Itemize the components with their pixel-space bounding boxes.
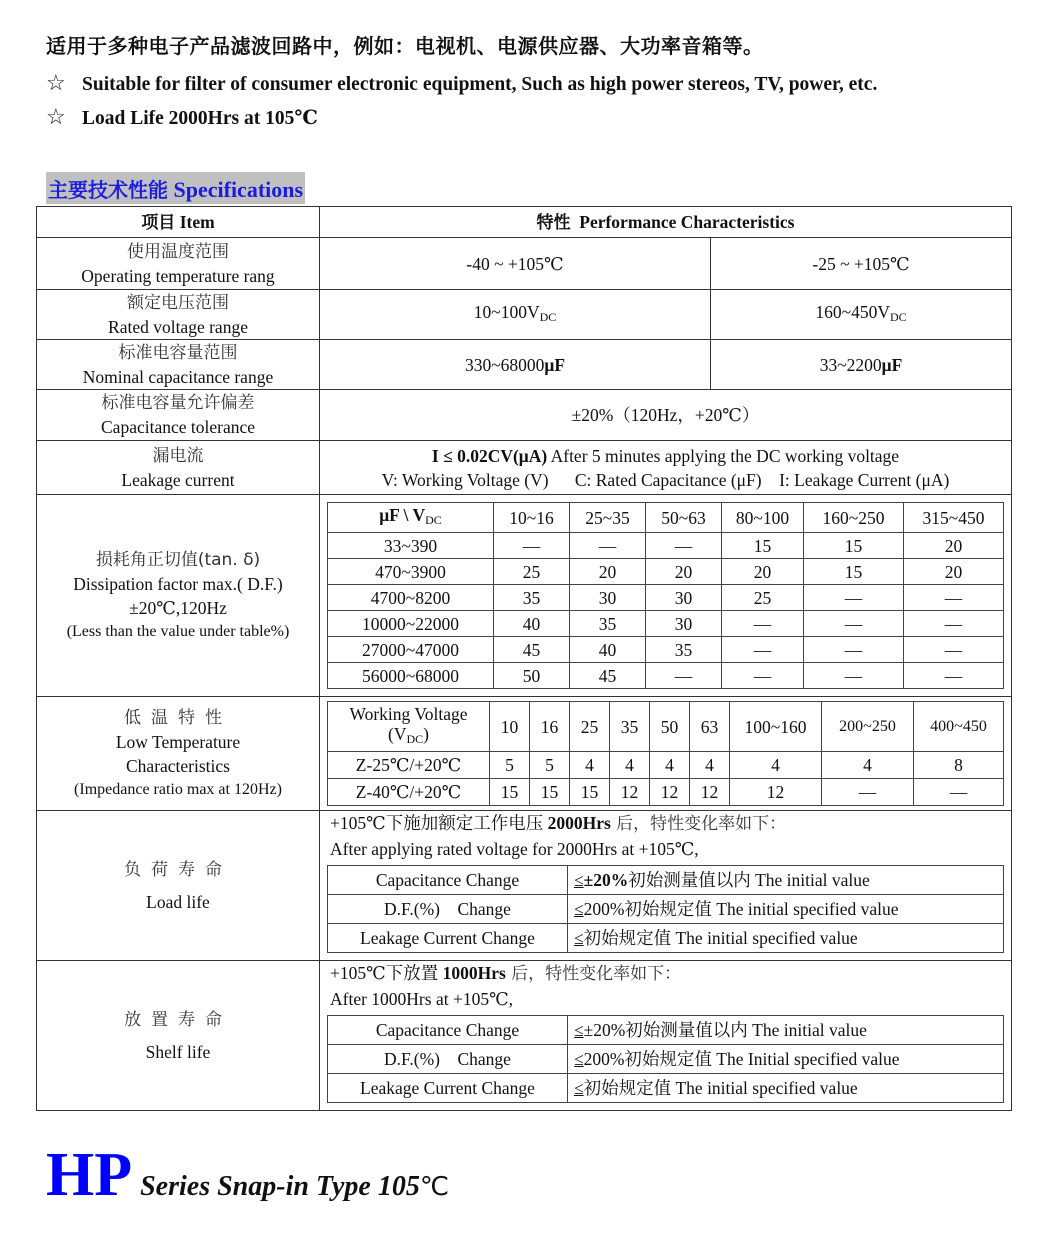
lt-value: 4 — [690, 752, 730, 779]
change-item: Leakage Current Change — [328, 1074, 568, 1103]
value-cell: I ≤ 0.02CV(μA) After 5 minutes applying the DC working voltage V: Working Voltage (V) C: Rated Capacitance (μF) I: Leakage Current (μA) — [320, 441, 1012, 495]
lt-value: 4 — [730, 752, 822, 779]
lt-column-header: 10 — [490, 702, 530, 752]
df-value: — — [570, 533, 646, 559]
row-label: 损耗角正切值(tan. δ) Dissipation factor max.( D.F.) ±20℃,120Hz (Less than the value under table%) — [37, 495, 320, 697]
df-value: 50 — [494, 663, 570, 689]
row-label: 低温特性 Low Temperature Characteristics (Impedance ratio max at 120Hz) — [37, 697, 320, 811]
lt-column-header: 100~160 — [730, 702, 822, 752]
star-outline-icon: ☆ — [46, 104, 66, 129]
change-row — [328, 924, 1004, 953]
row-capacitance-range — [37, 340, 1012, 390]
change-item: Capacitance Change — [328, 866, 568, 895]
intro-cn-line: 适用于多种电子产品滤波回路中，例如：电视机、电源供应器、大功率音箱等。 — [46, 34, 764, 58]
lt-column-header: 25 — [570, 702, 610, 752]
lt-value: 4 — [570, 752, 610, 779]
series-subtitle: Series Snap-in Type 105℃ — [140, 1171, 450, 1202]
value-cell: ±20%（120Hz，+20℃） — [320, 390, 1012, 441]
lt-header-row — [328, 702, 1004, 752]
df-value: 35 — [646, 637, 722, 663]
row-label: 标准电容量允许偏差 Capacitance tolerance — [37, 390, 320, 441]
df-corner-cell: μF \ $V_{DC}$ — [328, 503, 494, 533]
lt-cell — [320, 697, 1012, 811]
df-value: 30 — [646, 585, 722, 611]
lt-value: 8 — [914, 752, 1004, 779]
df-capacitance-range: 56000~68000 — [328, 663, 494, 689]
star-outline-icon: ☆ — [46, 70, 66, 95]
df-column-header: 80~100 — [722, 503, 804, 533]
lt-row — [328, 779, 1004, 806]
df-value: — — [904, 663, 1004, 689]
df-row — [328, 559, 1004, 585]
lt-column-header: 16 — [530, 702, 570, 752]
row-label: 负荷寿命 Load life — [37, 811, 320, 961]
series-name: HP — [46, 1141, 133, 1209]
lt-value: — — [914, 779, 1004, 806]
df-column-header: 25~35 — [570, 503, 646, 533]
df-value: 20 — [722, 559, 804, 585]
df-value: — — [722, 637, 804, 663]
lt-value: 5 — [490, 752, 530, 779]
df-column-header: 10~16 — [494, 503, 570, 533]
df-row — [328, 585, 1004, 611]
change-row — [328, 1074, 1004, 1103]
lt-value: — — [822, 779, 914, 806]
row-leakage-current — [37, 441, 1012, 495]
header-row — [37, 207, 1012, 238]
row-operating-temperature — [37, 238, 1012, 290]
value-cell: -25 ~ +105℃ — [711, 238, 1012, 290]
lt-column-header: 35 — [610, 702, 650, 752]
change-item: Capacitance Change — [328, 1016, 568, 1045]
lt-column-header: 63 — [690, 702, 730, 752]
df-value: 15 — [804, 533, 904, 559]
df-value: 15 — [722, 533, 804, 559]
change-row — [328, 895, 1004, 924]
df-value: — — [904, 611, 1004, 637]
df-value: — — [646, 533, 722, 559]
df-value: 25 — [494, 559, 570, 585]
row-low-temperature — [37, 697, 1012, 811]
change-criterion: ≤初始规定值 The initial specified value — [568, 1074, 1004, 1103]
df-capacitance-range: 470~3900 — [328, 559, 494, 585]
df-row — [328, 663, 1004, 689]
change-criterion: ≤±20%初始测量值以内 The initial value — [568, 1016, 1004, 1045]
lt-value: 4 — [822, 752, 914, 779]
shelf-life-table — [327, 1015, 1004, 1103]
section-title-cn: 主要技术性能 — [48, 178, 168, 202]
row-label: 额定电压范围 Rated voltage range — [37, 290, 320, 340]
lt-value: 5 — [530, 752, 570, 779]
df-column-header: 50~63 — [646, 503, 722, 533]
bullet-text: Suitable for filter of consumer electronic equipment, Such as high power stereos, TV, power, etc. — [82, 74, 878, 95]
df-value: 30 — [570, 585, 646, 611]
change-row — [328, 866, 1004, 895]
df-value: — — [904, 585, 1004, 611]
header-performance: 特性 Performance Characteristics — [320, 207, 1012, 238]
header-item: 项目 Item — [37, 207, 320, 238]
lt-value: 12 — [730, 779, 822, 806]
df-value: — — [804, 611, 904, 637]
row-dissipation-factor — [37, 495, 1012, 697]
df-value: 35 — [494, 585, 570, 611]
df-value: 20 — [570, 559, 646, 585]
df-capacitance-range: 27000~47000 — [328, 637, 494, 663]
value-cell: 330~68000μF — [320, 340, 711, 390]
df-capacitance-range: 4700~8200 — [328, 585, 494, 611]
df-value: 25 — [722, 585, 804, 611]
df-table — [327, 502, 1004, 689]
intro — [46, 30, 877, 134]
df-value: — — [646, 663, 722, 689]
value-cell: $10\sim 100V_{DC}$ — [320, 290, 711, 340]
change-criterion: ≤200%初始规定值 The initial specified value — [568, 895, 1004, 924]
df-value: 45 — [570, 663, 646, 689]
df-capacitance-range: 10000~22000 — [328, 611, 494, 637]
series-footer — [46, 1140, 449, 1211]
lt-value: 12 — [610, 779, 650, 806]
df-value: — — [804, 663, 904, 689]
df-value: — — [722, 663, 804, 689]
change-item: D.F.(%) Change — [328, 1045, 568, 1074]
load-life-table — [327, 865, 1004, 953]
change-criterion: ≤初始规定值 The initial specified value — [568, 924, 1004, 953]
change-row — [328, 1016, 1004, 1045]
lt-ratio-label: Z-40℃/+20℃ — [328, 779, 490, 806]
df-value: — — [804, 637, 904, 663]
df-value: 20 — [904, 533, 1004, 559]
df-value: 40 — [570, 637, 646, 663]
intro-bullet — [46, 66, 877, 100]
df-value: 40 — [494, 611, 570, 637]
lt-column-header: 50 — [650, 702, 690, 752]
row-rated-voltage — [37, 290, 1012, 340]
df-value: 30 — [646, 611, 722, 637]
df-column-header: 315~450 — [904, 503, 1004, 533]
lt-column-header: 400~450 — [914, 702, 1004, 752]
shelf-life-cell: +105℃下放置 1000Hrs 后，特性变化率如下： After 1000Hrs at +105℃, Capacitance Change ≤±20%初始测量值以内 The initial value D.F.(%) Change ≤200%初始规定值 The Initial specified value Leakage Current Change ≤初始规定值 The initial specified value — [320, 961, 1012, 1111]
df-row — [328, 533, 1004, 559]
row-label: 漏电流 Leakage current — [37, 441, 320, 495]
df-value: 15 — [804, 559, 904, 585]
spec-table — [36, 206, 1012, 1111]
row-load-life — [37, 811, 1012, 961]
lt-value: 15 — [570, 779, 610, 806]
lt-value: 12 — [650, 779, 690, 806]
df-value: — — [804, 585, 904, 611]
df-value: 45 — [494, 637, 570, 663]
df-value: — — [904, 637, 1004, 663]
df-row — [328, 611, 1004, 637]
row-label: 使用温度范围 Operating temperature rang — [37, 238, 320, 290]
low-temp-table — [327, 701, 1004, 806]
value-cell: -40 ~ +105℃ — [320, 238, 711, 290]
lt-corner-cell: Working Voltage $(V_{DC})$ — [328, 702, 490, 752]
leakage-formula: I ≤ 0.02CV(μA) — [431, 445, 548, 466]
row-label: 标准电容量范围 Nominal capacitance range — [37, 340, 320, 390]
row-label: 放置寿命 Shelf life — [37, 961, 320, 1111]
section-title — [46, 172, 305, 204]
change-criterion: ≤±20%初始测量值以内 The initial value — [568, 866, 1004, 895]
load-life-cell: +105℃下施加额定工作电压 2000Hrs 后，特性变化率如下： After applying rated voltage for 2000Hrs at +105℃, Capacitance Change ≤±20%初始测量值以内 The initial value D.F.(%) Change ≤200%初始规定值 The initial specified value Leakage Current Change ≤初始规定值 The initial specified value — [320, 811, 1012, 961]
lt-ratio-label: Z-25℃/+20℃ — [328, 752, 490, 779]
intro-bullet — [46, 100, 877, 134]
df-row — [328, 637, 1004, 663]
lt-value: 12 — [690, 779, 730, 806]
df-value: 20 — [904, 559, 1004, 585]
change-item: D.F.(%) Change — [328, 895, 568, 924]
bullet-text: Load Life 2000Hrs at 105℃ — [82, 108, 318, 129]
df-value: 35 — [570, 611, 646, 637]
lt-value: 15 — [530, 779, 570, 806]
df-value: 20 — [646, 559, 722, 585]
section-title-en: Specifications — [173, 177, 304, 202]
lt-row — [328, 752, 1004, 779]
df-value: — — [722, 611, 804, 637]
value-cell: $160\sim 450V_{DC}$ — [711, 290, 1012, 340]
row-capacitance-tolerance — [37, 390, 1012, 441]
df-header-row — [328, 503, 1004, 533]
df-capacitance-range: 33~390 — [328, 533, 494, 559]
value-cell: 33~2200μF — [711, 340, 1012, 390]
lt-value: 4 — [650, 752, 690, 779]
lt-value: 15 — [490, 779, 530, 806]
df-value: — — [494, 533, 570, 559]
change-row — [328, 1045, 1004, 1074]
lt-column-header: 200~250 — [822, 702, 914, 752]
row-shelf-life — [37, 961, 1012, 1111]
lt-value: 4 — [610, 752, 650, 779]
df-column-header: 160~250 — [804, 503, 904, 533]
df-cell — [320, 495, 1012, 697]
change-item: Leakage Current Change — [328, 924, 568, 953]
change-criterion: ≤200%初始规定值 The Initial specified value — [568, 1045, 1004, 1074]
